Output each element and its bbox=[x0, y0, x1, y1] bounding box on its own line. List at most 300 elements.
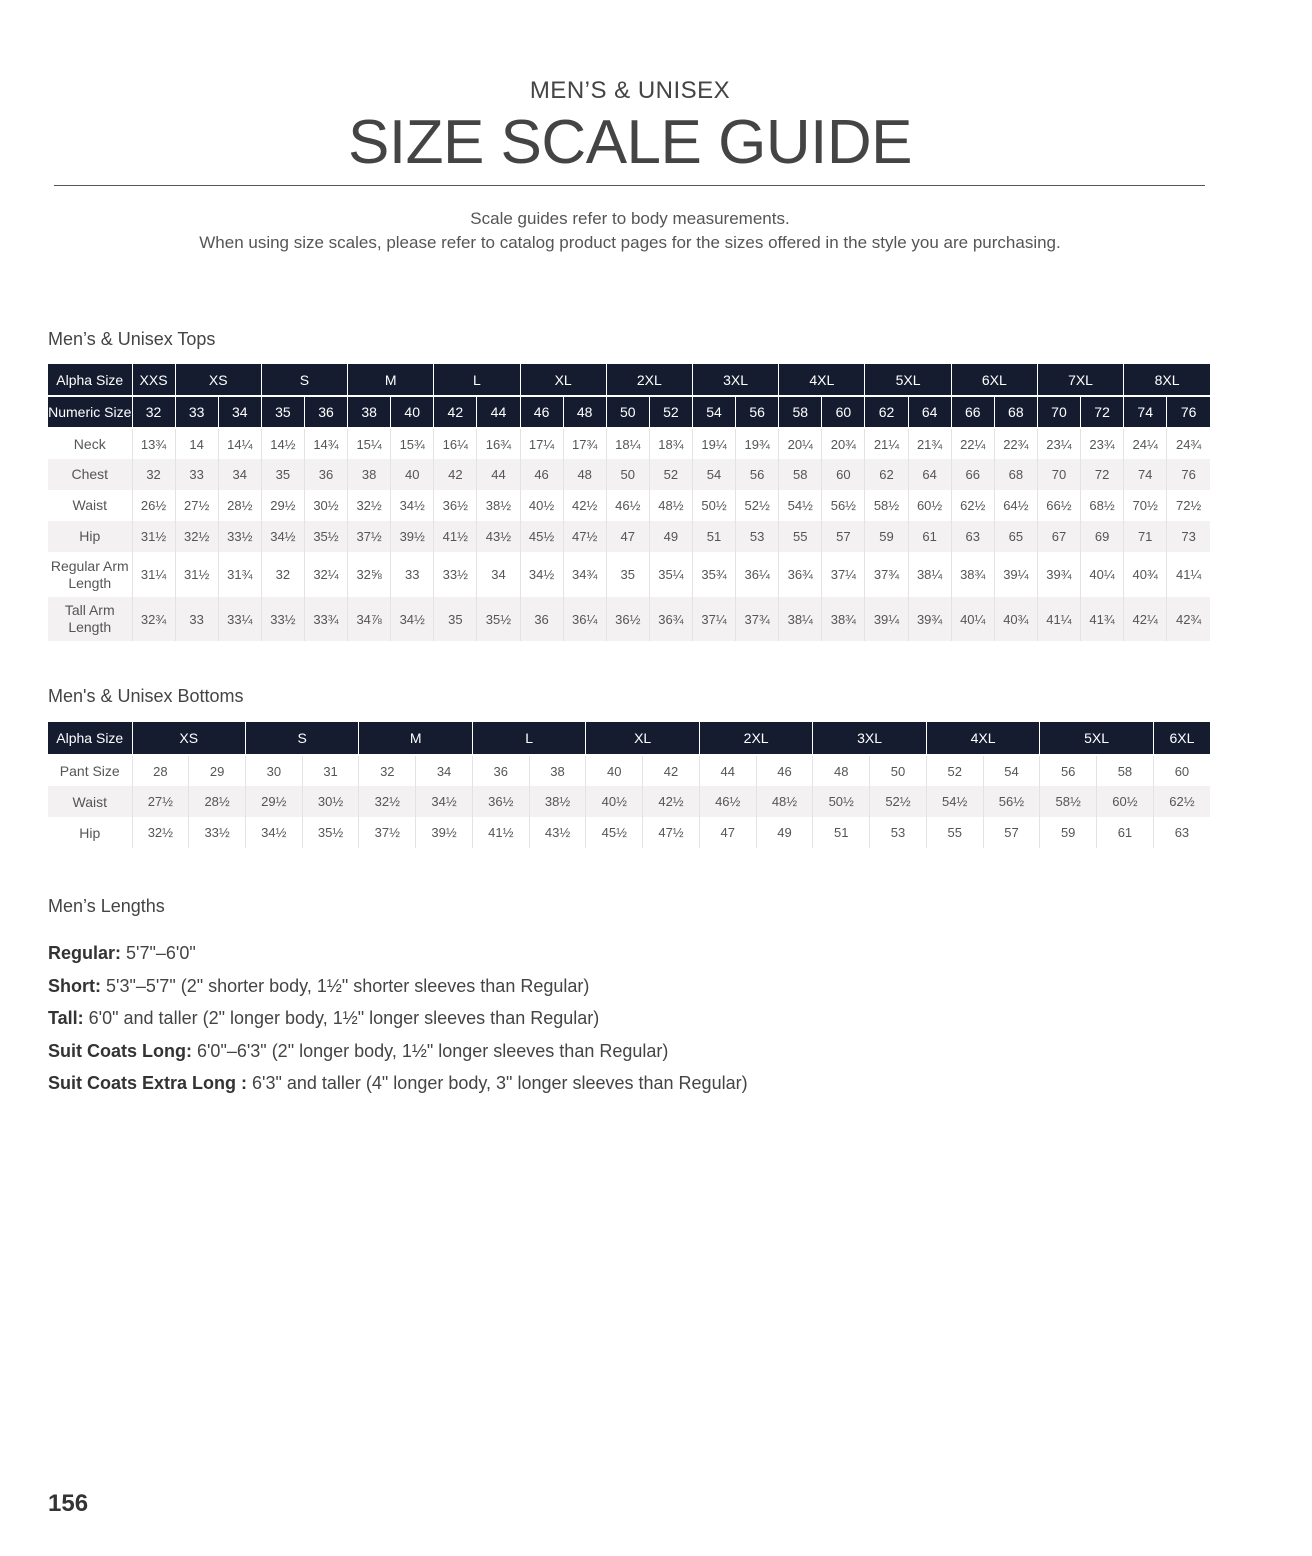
table-cell: 17¾ bbox=[563, 428, 606, 459]
alpha-size-cell: 2XL bbox=[699, 722, 812, 755]
table-cell: 37¼ bbox=[692, 597, 735, 641]
alpha-size-cell: S bbox=[261, 364, 347, 396]
table-cell: 34 bbox=[416, 755, 473, 786]
table-cell: 32 bbox=[359, 755, 416, 786]
table-cell: 39¼ bbox=[994, 552, 1037, 597]
table-cell: 65 bbox=[994, 521, 1037, 552]
table-cell: 23¼ bbox=[1037, 428, 1080, 459]
table-cell: 62 bbox=[865, 459, 908, 490]
table-cell: 41¼ bbox=[1037, 597, 1080, 641]
table-cell: 39½ bbox=[416, 817, 473, 848]
table-cell: 76 bbox=[1167, 459, 1210, 490]
table-cell: 15¾ bbox=[391, 428, 434, 459]
table-cell: 48 bbox=[563, 459, 606, 490]
table-cell: 13¾ bbox=[132, 428, 175, 459]
numeric-size-cell: 60 bbox=[822, 396, 865, 428]
table-cell: 62½ bbox=[1153, 786, 1210, 817]
table-cell: 40¾ bbox=[994, 597, 1037, 641]
page-number: 156 bbox=[48, 1490, 89, 1517]
alpha-size-cell: 6XL bbox=[1153, 722, 1210, 755]
row-label: Waist bbox=[72, 497, 107, 513]
table-cell: 35½ bbox=[302, 817, 359, 848]
table-cell: 20¼ bbox=[779, 428, 822, 459]
length-text: 6'3" and taller (4" longer body, 3" longer sleeves than Regular) bbox=[247, 1073, 748, 1093]
table-cell: 54½ bbox=[926, 786, 983, 817]
table-cell: 54½ bbox=[779, 490, 822, 521]
table-cell: 69 bbox=[1081, 521, 1124, 552]
table-cell: 42 bbox=[643, 755, 700, 786]
table-cell: 41¼ bbox=[1167, 552, 1210, 597]
table-cell: 39½ bbox=[391, 521, 434, 552]
table-cell: 31¾ bbox=[218, 552, 261, 597]
table-cell: 27½ bbox=[175, 490, 218, 521]
table-cell: 34⅞ bbox=[348, 597, 391, 641]
table-cell: 44 bbox=[699, 755, 756, 786]
table-cell: 34 bbox=[477, 552, 520, 597]
table-cell: 36½ bbox=[434, 490, 477, 521]
numeric-size-cell: 36 bbox=[304, 396, 347, 428]
table-cell: 47 bbox=[606, 521, 649, 552]
length-item bbox=[48, 973, 748, 1006]
table-cell: 28½ bbox=[189, 786, 246, 817]
table-cell: 40¼ bbox=[1081, 552, 1124, 597]
tops-size-table bbox=[48, 364, 1210, 641]
table-cell: 51 bbox=[692, 521, 735, 552]
table-cell: 33 bbox=[175, 459, 218, 490]
table-cell: 39¾ bbox=[1037, 552, 1080, 597]
length-label: Suit Coats Extra Long : bbox=[48, 1073, 248, 1093]
alpha-size-cell: 5XL bbox=[1040, 722, 1153, 755]
table-cell: 28 bbox=[132, 755, 189, 786]
table-cell: 33¾ bbox=[304, 597, 347, 641]
table-cell: 52 bbox=[926, 755, 983, 786]
table-cell: 22¼ bbox=[951, 428, 994, 459]
table-cell: 37½ bbox=[348, 521, 391, 552]
table-cell: 54 bbox=[983, 755, 1040, 786]
table-cell: 56 bbox=[1040, 755, 1097, 786]
alpha-size-cell: 2XL bbox=[606, 364, 692, 396]
intro-line-1: Scale guides refer to body measurements. bbox=[470, 209, 790, 228]
table-cell: 34½ bbox=[391, 597, 434, 641]
table-cell: 24¼ bbox=[1124, 428, 1167, 459]
table-row bbox=[48, 459, 1210, 490]
numeric-size-cell: 50 bbox=[606, 396, 649, 428]
table-cell: 33 bbox=[391, 552, 434, 597]
table-cell: 38¼ bbox=[779, 597, 822, 641]
alpha-size-cell: 4XL bbox=[926, 722, 1039, 755]
table-cell: 39¾ bbox=[908, 597, 951, 641]
numeric-size-cell: 58 bbox=[779, 396, 822, 428]
table-cell: 36¾ bbox=[649, 597, 692, 641]
table-cell: 70½ bbox=[1124, 490, 1167, 521]
table-cell: 29 bbox=[189, 755, 246, 786]
table-cell: 36 bbox=[304, 459, 347, 490]
table-cell: 41¾ bbox=[1081, 597, 1124, 641]
table-cell: 34½ bbox=[245, 817, 302, 848]
table-cell: 34½ bbox=[261, 521, 304, 552]
table-cell: 72½ bbox=[1167, 490, 1210, 521]
table-cell: 16¾ bbox=[477, 428, 520, 459]
alpha-size-cell: XL bbox=[520, 364, 606, 396]
table-cell: 36¼ bbox=[736, 552, 779, 597]
table-cell: 40 bbox=[391, 459, 434, 490]
table-cell: 60½ bbox=[1097, 786, 1154, 817]
numeric-size-cell: 35 bbox=[261, 396, 304, 428]
table-cell: 30½ bbox=[304, 490, 347, 521]
row-label: Tall Arm Length bbox=[48, 597, 132, 641]
numeric-size-cell: 40 bbox=[391, 396, 434, 428]
table-cell: 40½ bbox=[586, 786, 643, 817]
table-cell: 28½ bbox=[218, 490, 261, 521]
alpha-size-row bbox=[48, 722, 1210, 755]
table-cell: 56 bbox=[736, 459, 779, 490]
table-cell: 35½ bbox=[304, 521, 347, 552]
table-cell: 66½ bbox=[1037, 490, 1080, 521]
table-cell: 32 bbox=[132, 459, 175, 490]
table-cell: 14½ bbox=[261, 428, 304, 459]
table-cell: 32½ bbox=[175, 521, 218, 552]
length-item bbox=[48, 1070, 748, 1103]
alpha-size-cell: 6XL bbox=[951, 364, 1037, 396]
table-cell: 43½ bbox=[477, 521, 520, 552]
lengths-list bbox=[48, 940, 748, 1103]
table-cell: 57 bbox=[983, 817, 1040, 848]
table-cell: 68 bbox=[994, 459, 1037, 490]
table-cell: 34½ bbox=[416, 786, 473, 817]
table-cell: 32¾ bbox=[132, 597, 175, 641]
table-cell: 32½ bbox=[359, 786, 416, 817]
table-cell: 57 bbox=[822, 521, 865, 552]
table-cell: 61 bbox=[908, 521, 951, 552]
table-cell: 38¾ bbox=[822, 597, 865, 641]
numeric-size-cell: 64 bbox=[908, 396, 951, 428]
table-cell: 49 bbox=[756, 817, 813, 848]
header-divider bbox=[54, 185, 1205, 186]
table-cell: 43½ bbox=[529, 817, 586, 848]
table-cell: 31½ bbox=[175, 552, 218, 597]
table-cell: 38 bbox=[529, 755, 586, 786]
table-cell: 46½ bbox=[699, 786, 756, 817]
alpha-size-cell: M bbox=[348, 364, 434, 396]
table-row bbox=[48, 521, 1210, 552]
table-cell: 60 bbox=[1153, 755, 1210, 786]
table-cell: 35 bbox=[434, 597, 477, 641]
alpha-size-cell: XXS bbox=[132, 364, 175, 396]
length-label: Suit Coats Long: bbox=[48, 1040, 192, 1061]
table-cell: 48 bbox=[813, 755, 870, 786]
table-cell: 36½ bbox=[472, 786, 529, 817]
table-cell: 34½ bbox=[391, 490, 434, 521]
table-cell: 48½ bbox=[756, 786, 813, 817]
table-row bbox=[48, 817, 1210, 848]
table-cell: 63 bbox=[951, 521, 994, 552]
table-cell: 37¾ bbox=[865, 552, 908, 597]
numeric-size-cell: 56 bbox=[736, 396, 779, 428]
table-cell: 47½ bbox=[643, 817, 700, 848]
table-cell: 72 bbox=[1081, 459, 1124, 490]
table-cell: 38½ bbox=[477, 490, 520, 521]
alpha-size-cell: XL bbox=[586, 722, 699, 755]
table-cell: 52 bbox=[649, 459, 692, 490]
table-cell: 46 bbox=[520, 459, 563, 490]
table-cell: 59 bbox=[1040, 817, 1097, 848]
numeric-size-cell: 52 bbox=[649, 396, 692, 428]
table-cell: 33½ bbox=[189, 817, 246, 848]
table-cell: 37¾ bbox=[736, 597, 779, 641]
table-cell: 32 bbox=[261, 552, 304, 597]
row-label: Hip bbox=[48, 521, 132, 552]
table-cell: 58 bbox=[1097, 755, 1154, 786]
table-cell: 22¾ bbox=[994, 428, 1037, 459]
table-cell: 46½ bbox=[606, 490, 649, 521]
table-cell: 48½ bbox=[649, 490, 692, 521]
table-cell: 32¼ bbox=[304, 552, 347, 597]
table-cell: 63 bbox=[1153, 817, 1210, 848]
table-cell: 27½ bbox=[132, 786, 189, 817]
table-cell: 34½ bbox=[520, 552, 563, 597]
bottoms-section-title: Men's & Unisex Bottoms bbox=[48, 686, 244, 706]
table-cell: 55 bbox=[779, 521, 822, 552]
table-cell: 30½ bbox=[302, 786, 359, 817]
table-cell: 49 bbox=[649, 521, 692, 552]
table-cell: 40¼ bbox=[951, 597, 994, 641]
table-cell: 16¼ bbox=[434, 428, 477, 459]
table-cell: 45½ bbox=[520, 521, 563, 552]
table-cell: 36 bbox=[472, 755, 529, 786]
alpha-size-cell: 3XL bbox=[813, 722, 926, 755]
table-row bbox=[48, 786, 1210, 817]
table-cell: 52½ bbox=[870, 786, 927, 817]
table-cell: 14¾ bbox=[304, 428, 347, 459]
page-header bbox=[0, 74, 1260, 176]
alpha-size-row bbox=[48, 364, 1210, 396]
length-label: Short: bbox=[48, 975, 101, 996]
row-label: Chest bbox=[48, 459, 132, 490]
table-cell: 38¼ bbox=[908, 552, 951, 597]
table-cell: 21¾ bbox=[908, 428, 951, 459]
table-cell: 31¼ bbox=[132, 552, 175, 597]
alpha-size-cell: 3XL bbox=[692, 364, 778, 396]
table-cell: 32½ bbox=[132, 817, 189, 848]
table-cell: 14 bbox=[175, 428, 218, 459]
table-cell: 37½ bbox=[359, 817, 416, 848]
table-cell: 18¼ bbox=[606, 428, 649, 459]
table-cell: 23¾ bbox=[1081, 428, 1124, 459]
table-cell: 64 bbox=[908, 459, 951, 490]
table-cell: 39¼ bbox=[865, 597, 908, 641]
table-cell: 32⅝ bbox=[348, 552, 391, 597]
table-cell: 35 bbox=[606, 552, 649, 597]
numeric-size-cell: 33 bbox=[175, 396, 218, 428]
table-cell: 20¾ bbox=[822, 428, 865, 459]
table-cell: 56½ bbox=[983, 786, 1040, 817]
table-cell: 47 bbox=[699, 817, 756, 848]
table-row bbox=[48, 755, 1210, 786]
table-cell: 50 bbox=[870, 755, 927, 786]
alpha-size-label: Alpha Size bbox=[48, 722, 132, 755]
numeric-size-cell: 38 bbox=[348, 396, 391, 428]
table-cell: 33¼ bbox=[218, 597, 261, 641]
table-cell: 15¼ bbox=[348, 428, 391, 459]
length-text: 5'7"–6'0" bbox=[121, 943, 196, 963]
table-cell: 50½ bbox=[692, 490, 735, 521]
table-cell: 59 bbox=[865, 521, 908, 552]
table-cell: 66 bbox=[951, 459, 994, 490]
table-cell: 42 bbox=[434, 459, 477, 490]
intro-line-2: When using size scales, please refer to catalog product pages for the sizes offered in the style you are purchasing. bbox=[199, 233, 1061, 252]
numeric-size-cell: 62 bbox=[865, 396, 908, 428]
numeric-size-cell: 42 bbox=[434, 396, 477, 428]
alpha-size-cell: M bbox=[359, 722, 472, 755]
table-cell: 58½ bbox=[1040, 786, 1097, 817]
table-cell: 70 bbox=[1037, 459, 1080, 490]
table-cell: 56½ bbox=[822, 490, 865, 521]
numeric-size-row bbox=[48, 396, 1210, 428]
table-cell: 71 bbox=[1124, 521, 1167, 552]
length-text: 6'0"–6'3" (2" longer body, 1½" longer sleeves than Regular) bbox=[191, 1040, 669, 1061]
page-subtitle: MEN’S & UNISEX bbox=[529, 77, 731, 104]
table-cell: 47½ bbox=[563, 521, 606, 552]
table-cell: 67 bbox=[1037, 521, 1080, 552]
table-cell: 58 bbox=[779, 459, 822, 490]
table-cell: 24¾ bbox=[1167, 428, 1210, 459]
table-cell: 35¼ bbox=[649, 552, 692, 597]
table-cell: 68½ bbox=[1081, 490, 1124, 521]
table-cell: 55 bbox=[926, 817, 983, 848]
numeric-size-cell: 46 bbox=[520, 396, 563, 428]
table-cell: 41½ bbox=[472, 817, 529, 848]
table-cell: 35 bbox=[261, 459, 304, 490]
table-cell: 44 bbox=[477, 459, 520, 490]
bottoms-size-table bbox=[48, 722, 1210, 848]
length-item bbox=[48, 1038, 748, 1071]
table-row bbox=[48, 552, 1210, 597]
alpha-size-cell: S bbox=[245, 722, 358, 755]
table-cell: 19¼ bbox=[692, 428, 735, 459]
intro-text bbox=[0, 207, 1260, 255]
table-cell: 42½ bbox=[563, 490, 606, 521]
lengths-section-title: Men’s Lengths bbox=[48, 896, 165, 916]
row-label: Waist bbox=[48, 786, 132, 817]
table-cell: 40½ bbox=[520, 490, 563, 521]
table-cell: 31½ bbox=[132, 521, 175, 552]
table-cell: 54 bbox=[692, 459, 735, 490]
length-item bbox=[48, 940, 748, 973]
table-cell: 36 bbox=[520, 597, 563, 641]
table-cell: 53 bbox=[870, 817, 927, 848]
alpha-size-cell: 8XL bbox=[1124, 364, 1210, 396]
table-cell: 18¾ bbox=[649, 428, 692, 459]
table-cell: 40 bbox=[586, 755, 643, 786]
table-cell: 32½ bbox=[348, 490, 391, 521]
length-text: 6'0" and taller (2" longer body, 1½" longer sleeves than Regular) bbox=[83, 1008, 600, 1028]
numeric-size-cell: 72 bbox=[1081, 396, 1124, 428]
table-cell: 53 bbox=[736, 521, 779, 552]
length-label: Tall: bbox=[48, 1008, 84, 1028]
numeric-size-cell: 44 bbox=[477, 396, 520, 428]
table-cell: 58½ bbox=[865, 490, 908, 521]
numeric-size-label: Numeric Size bbox=[48, 396, 132, 428]
table-cell: 30 bbox=[245, 755, 302, 786]
table-cell: 62½ bbox=[951, 490, 994, 521]
table-cell: 19¾ bbox=[736, 428, 779, 459]
table-cell: 14¼ bbox=[218, 428, 261, 459]
table-cell: 35½ bbox=[477, 597, 520, 641]
table-cell: 34¾ bbox=[563, 552, 606, 597]
table-row bbox=[48, 428, 1210, 459]
table-cell: 17¼ bbox=[520, 428, 563, 459]
table-cell: 33½ bbox=[434, 552, 477, 597]
alpha-size-cell: L bbox=[434, 364, 520, 396]
alpha-size-cell: XS bbox=[132, 722, 245, 755]
table-cell: 36¾ bbox=[779, 552, 822, 597]
table-cell: 50½ bbox=[813, 786, 870, 817]
table-cell: 33½ bbox=[218, 521, 261, 552]
table-cell: 37¼ bbox=[822, 552, 865, 597]
numeric-size-cell: 34 bbox=[218, 396, 261, 428]
table-cell: 42¼ bbox=[1124, 597, 1167, 641]
table-cell: 51 bbox=[813, 817, 870, 848]
table-cell: 38 bbox=[348, 459, 391, 490]
table-cell: 60½ bbox=[908, 490, 951, 521]
numeric-size-cell: 70 bbox=[1037, 396, 1080, 428]
table-cell: 33½ bbox=[261, 597, 304, 641]
table-cell: 46 bbox=[756, 755, 813, 786]
length-text: 5'3"–5'7" (2" shorter body, 1½" shorter sleeves than Regular) bbox=[101, 975, 590, 996]
page-title: SIZE SCALE GUIDE bbox=[348, 108, 912, 177]
table-cell: 74 bbox=[1124, 459, 1167, 490]
alpha-size-cell: 4XL bbox=[779, 364, 865, 396]
numeric-size-cell: 74 bbox=[1124, 396, 1167, 428]
table-cell: 35¾ bbox=[692, 552, 735, 597]
table-cell: 64½ bbox=[994, 490, 1037, 521]
table-cell: 45½ bbox=[586, 817, 643, 848]
row-label: Hip bbox=[79, 824, 101, 841]
numeric-size-cell: 68 bbox=[994, 396, 1037, 428]
table-cell: 29½ bbox=[261, 490, 304, 521]
table-cell: 36¼ bbox=[563, 597, 606, 641]
numeric-size-cell: 32 bbox=[132, 396, 175, 428]
numeric-size-cell: 48 bbox=[563, 396, 606, 428]
length-label: Regular: bbox=[48, 943, 122, 963]
table-row bbox=[48, 490, 1210, 521]
table-cell: 50 bbox=[606, 459, 649, 490]
numeric-size-cell: 66 bbox=[951, 396, 994, 428]
table-cell: 36½ bbox=[606, 597, 649, 641]
table-cell: 38¾ bbox=[951, 552, 994, 597]
table-cell: 52½ bbox=[736, 490, 779, 521]
table-cell: 60 bbox=[822, 459, 865, 490]
alpha-size-cell: 5XL bbox=[865, 364, 951, 396]
row-label: Regular Arm Length bbox=[50, 557, 129, 591]
numeric-size-cell: 54 bbox=[692, 396, 735, 428]
table-cell: 61 bbox=[1097, 817, 1154, 848]
numeric-size-cell: 76 bbox=[1167, 396, 1210, 428]
length-item bbox=[48, 1005, 748, 1038]
table-cell: 21¼ bbox=[865, 428, 908, 459]
table-cell: 41½ bbox=[434, 521, 477, 552]
alpha-size-cell: 7XL bbox=[1037, 364, 1123, 396]
row-label: Pant Size bbox=[59, 763, 120, 779]
alpha-size-label: Alpha Size bbox=[48, 364, 132, 396]
table-cell: 34 bbox=[218, 459, 261, 490]
table-cell: 42½ bbox=[643, 786, 700, 817]
alpha-size-cell: XS bbox=[175, 364, 261, 396]
table-row bbox=[48, 597, 1210, 641]
table-cell: 31 bbox=[302, 755, 359, 786]
table-cell: 26½ bbox=[132, 490, 175, 521]
alpha-size-cell: L bbox=[472, 722, 585, 755]
